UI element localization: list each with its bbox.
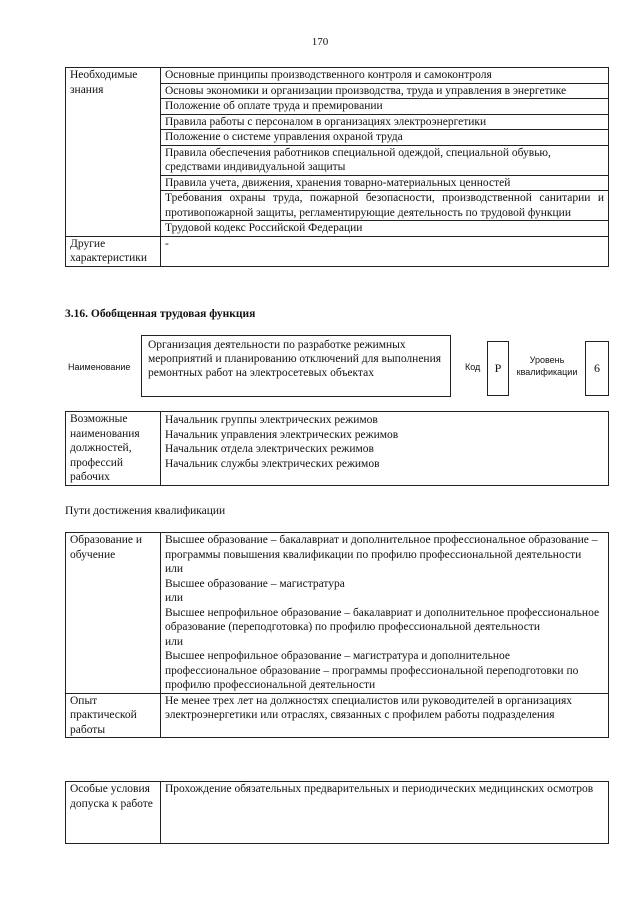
qualification-paths-heading: Пути достижения квалификации (65, 505, 226, 517)
education-cell (161, 533, 609, 694)
required-knowledge-table (65, 67, 609, 267)
knowledge-item: Требования охраны труда, пожарной безопасности, производственной санитарии и противопожарной защиты, регламентирующие деятельность по трудовой функции (161, 191, 609, 221)
job-titles-label: Возможные наименования должностей, профессий рабочих (66, 412, 161, 486)
job-titles-table (65, 411, 609, 486)
job-title: Начальник группы электрических режимов (165, 414, 378, 426)
admission-value: Прохождение обязательных предварительных и периодических медицинских осмотров (161, 782, 609, 844)
qualification-level-label: Уровень квалификации (516, 355, 578, 377)
knowledge-item: Основные принципы производственного контроля и самоконтроля (161, 68, 609, 84)
admission-conditions-table (65, 781, 609, 844)
education-line: или (165, 563, 184, 575)
job-title: Начальник отдела электрических режимов (165, 443, 374, 455)
experience-label: Опыт практической работы (66, 693, 161, 738)
job-title: Начальник службы электрических режимов (165, 457, 380, 470)
education-line: или (165, 592, 184, 604)
education-line: Высшее образование – магистратура (165, 577, 345, 590)
function-name-box: Организация деятельности по разработке режимных мероприятий и планированию отключений для выполнения ремонтных работ на электросетевых объектах (141, 335, 451, 397)
education-line: Высшее образование – бакалавриат и дополнительное профессиональное образование – программы повышения квалификации по профилю профессиональной деятельности (165, 534, 598, 561)
page-number: 170 (311, 36, 329, 48)
experience-value: Не менее трех лет на должностях специалистов или руководителей в организациях электроэнергетики или отраслях, связанных с профилем работы подразделения (161, 693, 609, 738)
knowledge-item: Основы экономики и организации производства, труда и управления в энергетике (161, 83, 609, 99)
knowledge-item: Трудовой кодекс Российской Федерации (161, 221, 609, 237)
education-label: Образование и обучение (66, 533, 161, 694)
education-line: Высшее непрофильное образование – бакалавриат и дополнительное профессиональное образование (переподготовка) по профилю профессиональной деятельности (165, 606, 600, 633)
admission-label: Особые условия допуска к работе (66, 782, 161, 844)
knowledge-item: Положение о системе управления охраной труда (161, 130, 609, 146)
qualification-paths-table (65, 532, 609, 738)
job-title: Начальник управления электрических режимов (165, 428, 399, 441)
education-line: Высшее непрофильное образование – магистратура и дополнительное профессиональное образование – программы профессиональной переподготовки по профилю профессиональной деятельности (165, 650, 579, 691)
qualification-level-box: 6 (585, 341, 609, 396)
code-box: P (487, 341, 509, 396)
code-label: Код (465, 362, 481, 372)
section-heading: 3.16. Обобщенная трудовая функция (65, 308, 256, 320)
other-characteristics-value: - (161, 236, 609, 266)
name-label: Наименование (68, 362, 131, 372)
required-knowledge-label: Необходимые знания (66, 68, 161, 237)
knowledge-item: Правила обеспечения работников специальной одеждой, специальной обувью, средствами индивидуальной защиты (161, 145, 609, 175)
other-characteristics-label: Другие характеристики (66, 236, 161, 266)
knowledge-item: Положение об оплате труда и премировании (161, 99, 609, 115)
knowledge-item: Правила учета, движения, хранения товарно-материальных ценностей (161, 175, 609, 191)
education-line: или (165, 635, 184, 648)
job-titles-list (161, 412, 609, 486)
knowledge-item: Правила работы с персоналом в организациях электроэнергетики (161, 114, 609, 130)
